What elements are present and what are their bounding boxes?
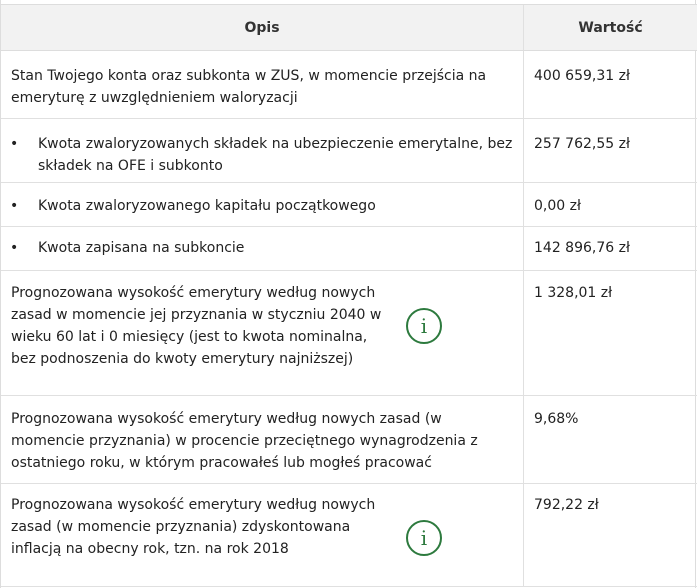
column-divider	[523, 51, 524, 118]
description-line: Stan Twojego konta oraz subkonta w ZUS, w momencie przejścia na	[11, 68, 487, 84]
row-value: 1 328,01 zł	[534, 285, 613, 301]
column-divider	[523, 119, 524, 182]
description-line: momencie przyznania) w procencie przeciętnego wynagrodzenia z	[11, 433, 478, 449]
bullet-icon: •	[10, 136, 19, 152]
bullet-icon: •	[10, 198, 19, 214]
bullet-icon: •	[10, 240, 19, 256]
description-line: zasad (w momencie przyznania) zdyskontowana	[11, 519, 351, 535]
description-line: składek na OFE i subkonto	[38, 158, 223, 174]
description-line: wieku 60 lat i 0 miesięcy (jest to kwota nominalna,	[11, 329, 368, 345]
row-description	[38, 237, 244, 259]
row-description	[11, 408, 478, 474]
description-line: emeryturę z uwzględnieniem waloryzacji	[11, 90, 298, 106]
column-divider	[523, 271, 524, 395]
description-line: bez podnoszenia do kwoty emerytury najniższej)	[11, 351, 354, 367]
row-description	[11, 494, 375, 560]
description-line: ostatniego roku, w którym pracowałeś lub mogłeś pracować	[11, 455, 432, 471]
table-header	[1, 4, 697, 51]
row-value: 792,22 zł	[534, 497, 599, 513]
description-line: Kwota zwaloryzowanych składek na ubezpieczenie emerytalne, bez	[38, 136, 513, 152]
description-line: Prognozowana wysokość emerytury według nowych	[11, 285, 376, 301]
info-circle-icon[interactable]: i	[406, 520, 442, 556]
description-line: Prognozowana wysokość emerytury według nowych	[11, 497, 376, 513]
column-divider	[523, 227, 524, 270]
table-row	[1, 227, 697, 271]
row-description	[38, 133, 512, 177]
row-value: 257 762,55 zł	[534, 136, 630, 152]
description-line: inflacją na obecny rok, tzn. na rok 2018	[11, 541, 289, 557]
info-circle-icon[interactable]: i	[406, 308, 442, 344]
row-value: 142 896,76 zł	[534, 240, 630, 256]
row-value: 400 659,31 zł	[534, 68, 630, 84]
column-header-opis: Opis	[244, 19, 280, 36]
description-line: Kwota zapisana na subkoncie	[38, 240, 245, 256]
table-row	[1, 396, 697, 484]
column-divider	[523, 183, 524, 226]
description-line: Prognozowana wysokość emerytury według nowych zasad (w	[11, 411, 442, 427]
row-description	[11, 65, 486, 109]
table-row	[1, 51, 697, 119]
description-line: zasad w momencie jej przyznania w styczniu 2040 w	[11, 307, 382, 323]
column-divider	[523, 484, 524, 586]
description-line: Kwota zwaloryzowanego kapitału początkowego	[38, 198, 376, 214]
row-description	[11, 282, 381, 370]
row-value: 9,68%	[534, 411, 579, 427]
table-row	[1, 183, 697, 227]
column-divider	[523, 396, 524, 483]
row-description	[38, 195, 376, 217]
table-row	[1, 484, 697, 587]
table-row	[1, 119, 697, 183]
row-value: 0,00 zł	[534, 198, 581, 214]
column-header-wartosc: Wartość	[578, 19, 643, 36]
table-row	[1, 271, 697, 396]
